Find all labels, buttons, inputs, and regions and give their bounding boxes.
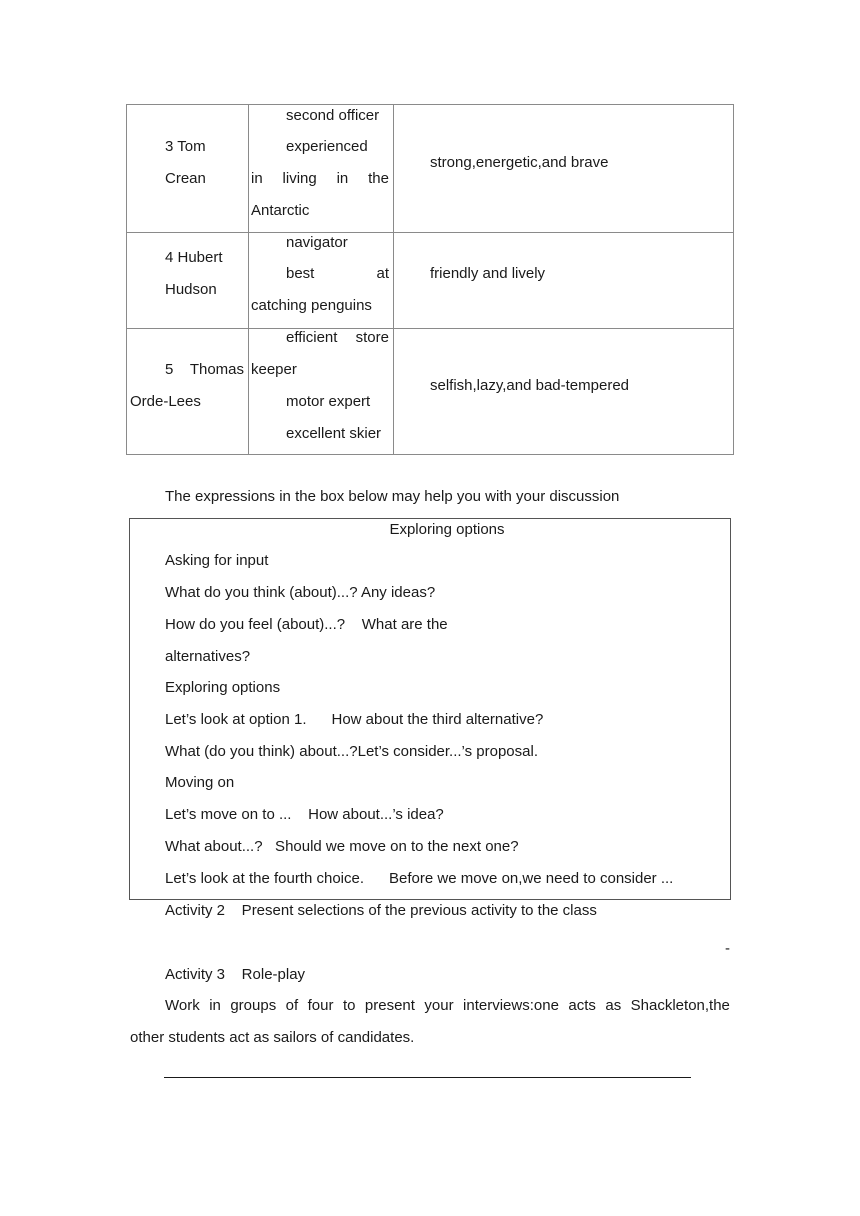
box-title: Exploring options <box>389 521 505 538</box>
candidate-qualities: strong,energetic,and brave <box>430 154 609 171</box>
expression-line: Asking for input <box>165 552 269 569</box>
expression-line: What (do you think) about...?Let’s consider...’s proposal. <box>165 743 538 760</box>
candidate-duty: best at <box>286 265 389 282</box>
row-divider <box>127 232 733 233</box>
candidate-duty: in living in the <box>251 170 389 187</box>
row-divider <box>127 328 733 329</box>
candidate-duty: motor expert <box>286 393 371 410</box>
candidate-duty: Antarctic <box>251 202 310 219</box>
candidate-qualities: friendly and lively <box>430 265 546 282</box>
candidate-name: 3 Tom <box>165 138 206 155</box>
column-divider <box>248 105 249 454</box>
activity-2-heading: Activity 2 Present selections of the previous activity to the class <box>165 902 597 919</box>
expression-line: Let’s look at the fourth choice. Before we move on,we need to consider ... <box>165 870 674 887</box>
expression-line: What do you think (about)...? Any ideas? <box>165 584 436 601</box>
answer-blank-line[interactable] <box>164 1077 691 1078</box>
candidate-name: 4 Hubert <box>165 249 223 266</box>
candidate-name: Crean <box>165 170 206 187</box>
candidate-name: Hudson <box>165 281 217 298</box>
candidate-duty: catching penguins <box>251 297 372 314</box>
expression-line: Moving on <box>165 774 235 791</box>
activity-3-description: other students act as sailors of candidates. <box>130 1029 415 1046</box>
activity-3-description: Work in groups of four to present your interviews:one acts as Shackleton,the <box>165 997 730 1014</box>
dash-mark: - <box>725 940 730 957</box>
expression-line: Let’s look at option 1. How about the third alternative? <box>165 711 544 728</box>
candidate-duty: keeper <box>251 361 297 378</box>
candidate-duty: experienced <box>286 138 368 155</box>
candidate-duty: second officer <box>286 107 380 124</box>
candidate-qualities: selfish,lazy,and bad-tempered <box>430 377 629 394</box>
expression-line: What about...? Should we move on to the next one? <box>165 838 519 855</box>
expression-line: How do you feel (about)...? What are the <box>165 616 448 633</box>
candidate-name: Orde-Lees <box>130 393 201 410</box>
candidate-name: 5 Thomas <box>165 361 244 378</box>
activity-3-heading: Activity 3 Role-play <box>165 966 306 983</box>
candidate-duty: excellent skier <box>286 425 382 442</box>
expression-line: Exploring options <box>165 679 281 696</box>
intro-line: The expressions in the box below may help you with your discussion <box>165 488 620 505</box>
candidate-duty: efficient store <box>286 329 389 346</box>
expression-line: alternatives? <box>165 648 251 665</box>
expression-line: Let’s move on to ... How about...’s idea? <box>165 806 444 823</box>
candidate-duty: navigator <box>286 234 348 251</box>
column-divider <box>393 105 394 454</box>
